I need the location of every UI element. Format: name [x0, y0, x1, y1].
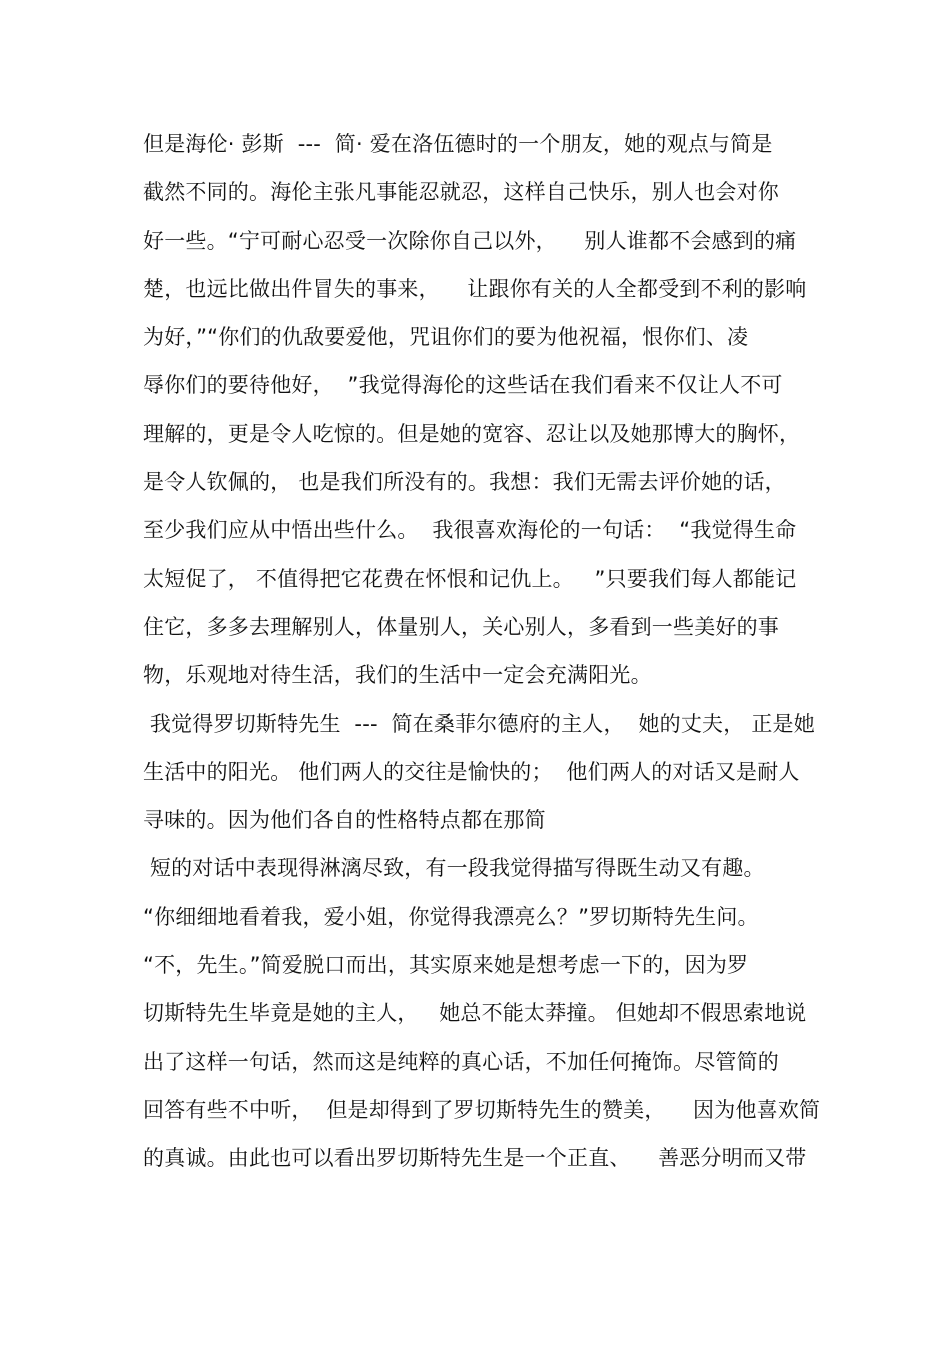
text-line: 生活中的阳光。 他们两人的交往是愉快的； 他们两人的对话又是耐人 [143, 759, 800, 784]
text-line: “你细细地看着我，爱小姐，你觉得我漂亮么？”罗切斯特先生问。 [143, 904, 759, 929]
text-line: 我觉得罗切斯特先生 --- 简在桑菲尔德府的主人， 她的丈夫， 正是她 [143, 711, 815, 736]
text-line: 截然不同的。海伦主张凡事能忍就忍，这样自己快乐，别人也会对你 [143, 180, 779, 205]
text-line: 为好，”“你们的仇敌要爱他，咒诅你们的要为他祝福，恨你们、凌 [143, 325, 749, 350]
text-line: 理解的，更是令人吃惊的。但是她的宽容、忍让以及她那博大的胸怀， [143, 421, 801, 446]
text-line: 楚，也远比做出件冒失的事来， 让跟你有关的人全都受到不利的影响 [143, 276, 807, 301]
text-line: 寻味的。因为他们各自的性格特点都在那简 [143, 808, 546, 833]
text-line: 太短促了， 不值得把它花费在怀恨和记仇上。 ”只要我们每人都能记 [143, 566, 797, 591]
text-line: 出了这样一句话，然而这是纯粹的真心话，不加任何掩饰。尽管简的 [143, 1049, 779, 1074]
text-line: 好一些。“宁可耐心忍受一次除你自己以外， 别人谁都不会感到的痛 [143, 228, 797, 253]
text-line: 回答有些不中听， 但是却得到了罗切斯特先生的赞美， 因为他喜欢简 [143, 1097, 821, 1122]
text-line: 是令人钦佩的， 也是我们所没有的。我想：我们无需去评价她的话， [143, 470, 786, 495]
text-line: 短的对话中表现得淋漓尽致，有一段我觉得描写得既生动又有趣。 [143, 856, 765, 881]
body-text [143, 120, 823, 1183]
text-line: 辱你们的要待他好， ”我觉得海伦的这些话在我们看来不仅让人不可 [143, 373, 783, 398]
text-line: 切斯特先生毕竟是她的主人， 她总不能太莽撞。 但她却不假思索地说 [143, 1001, 807, 1026]
text-line: 但是海伦· 彭斯 --- 简· 爱在洛伍德时的一个朋友，她的观点与简是 [143, 132, 773, 156]
text-line: 至少我们应从中悟出些什么。 我很喜欢海伦的一句话： “我觉得生命 [143, 518, 797, 543]
text-line: 住它，多多去理解别人，体量别人，关心别人，多看到一些美好的事 [143, 614, 779, 639]
text-line: “不，先生。”简爱脱口而出，其实原来她是想考虑一下的，因为罗 [143, 953, 749, 978]
text-line: 的真诚。由此也可以看出罗切斯特先生是一个正直、 善恶分明而又带 [143, 1146, 807, 1171]
text-line: 物，乐观地对待生活，我们的生活中一定会充满阳光。 [143, 663, 652, 688]
